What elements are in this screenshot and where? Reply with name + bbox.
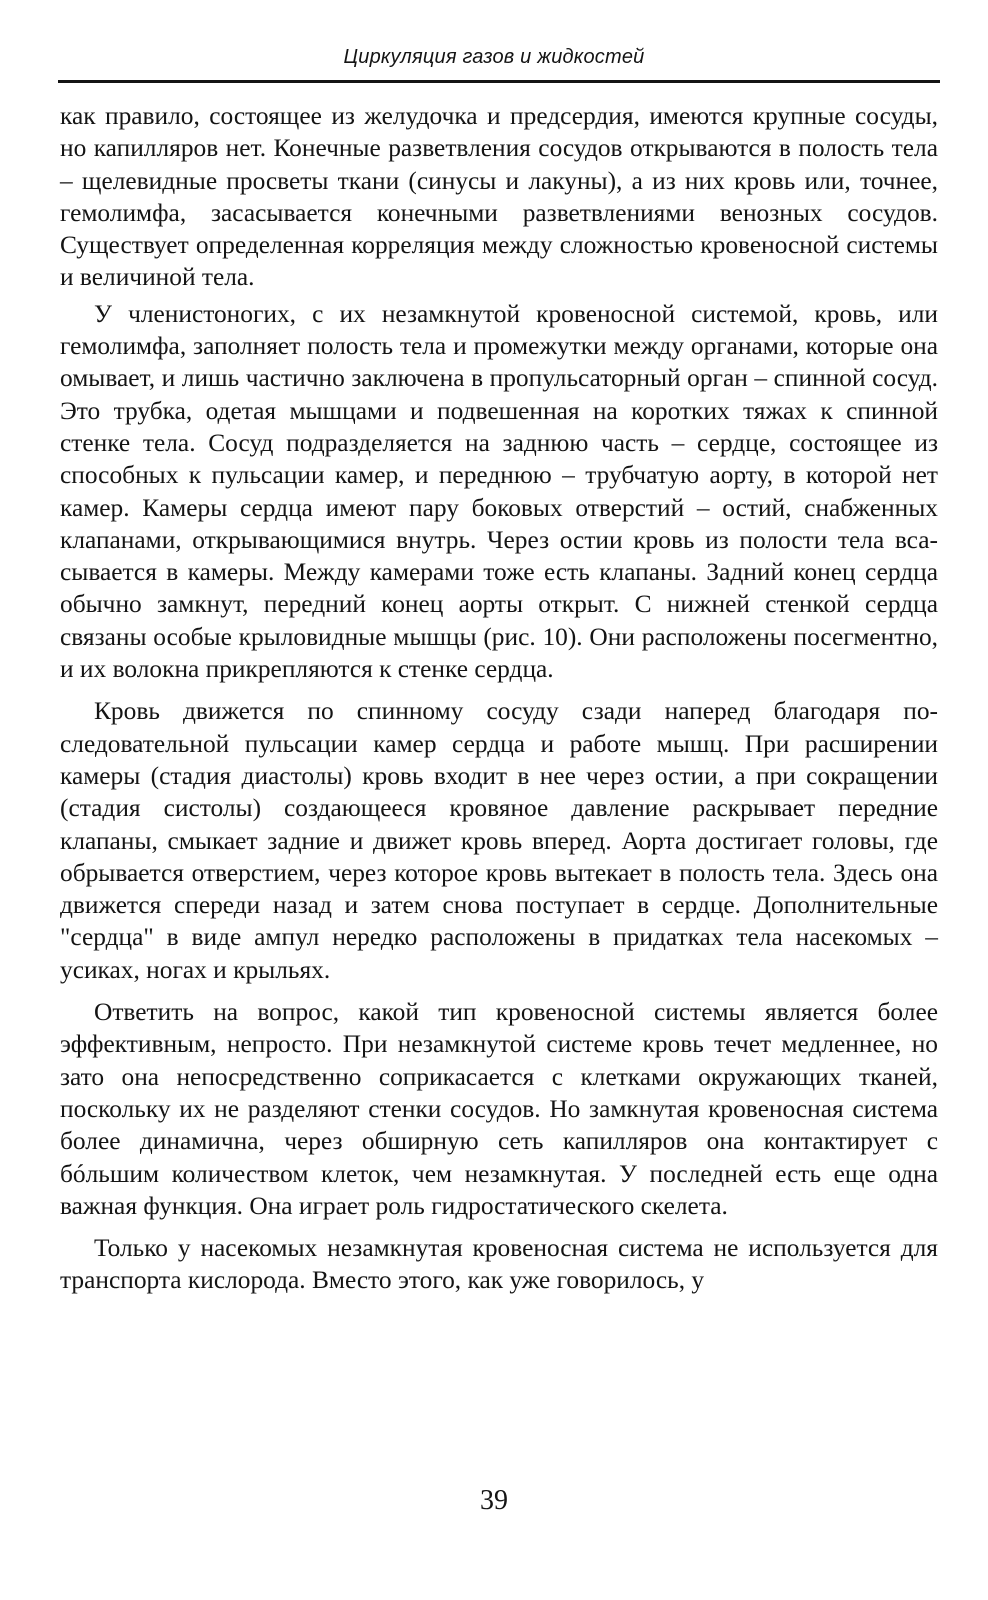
paragraph-continuation: как правило, состоящее из желудочка и предсердия, имеются крупные сосуды, но капилляров нет. Конечные разветвления сосудов открываются в полость тела – щелевидные просветы ткани (синусы и лакуны), а из них кровь или, точнее, гемолимфа, засасывается конечными разветвлениями венозных сосудов. Существует определенная корреляция между сложностью кровеносной системы и величиной тела.	[60, 102, 938, 292]
page-number: 39	[480, 1485, 508, 1516]
running-head: Циркуляция газов и жидкостей	[343, 46, 645, 68]
paragraph-arthropods: У членистоногих, с их незамкнутой кровеносной системой, кровь, или гемолимфа, заполняет полость тела и промежутки между органами, которые она омывает, и лишь частично заключена в пропульсаторный орган – спинной сосуд. Это трубка, одетая мышцами и подвешенная на коротких тяжах к спинной стенке тела. Сосуд подразделяется на заднюю часть – сердце, состоящее из способных к пульсации камер, и переднюю – трубчатую аорту, в которой нет камер. Камеры сердца имеют пару боковых отверстий – остий, снабженных клапанами, открывающимися внутрь. Через остии кровь из полости тела всасывается в камеры. Между камерами тоже есть клапаны. Задний конец сердца обычно замкнут, передний конец аорты открыт. С нижней стенкой сердца связаны особые крыловидные мышцы (рис. 10). Они расположены посегментно, и их волокна прикрепляются к стенке сердца.	[60, 299, 938, 684]
header-rule	[58, 80, 940, 83]
body-text	[60, 100, 938, 1301]
paragraph-insects: Только у насекомых незамкнутая кровеносная система не используется для транспорта кислорода. Вместо этого, как уже говорилось, у	[60, 1234, 938, 1295]
paragraph-efficiency: Ответить на вопрос, какой тип кровеносной системы является более эффективным, непросто. При незамкнутой системе кровь течет медленнее, но зато она непосредственно соприкасается с клетками окружающих тканей, поскольку их не разделяют стенки сосудов. Но замкнутая кровеносная система более динамична, через обширную сеть капилляров она контактирует с бóльшим количеством клеток, чем незамкнутая. У последней есть еще одна важная функция. Она играет роль гидростатического скелета.	[60, 998, 938, 1220]
paragraph-blood-flow: Кровь движется по спинному сосуду сзади наперед благодаря последовательной пульсации камер сердца и работе мышц. При расширении камеры (стадия диастолы) кровь входит в нее через остии, а при сокращении (стадия систолы) создающееся кровяное давление раскрывает передние клапаны, смыкает задние и движет кровь вперед. Аорта достигает головы, где обрывается отверстием, через которое кровь вытекает в полость тела. Здесь она движется спереди назад и затем снова поступает в сердце. Дополнительные "сердца" в виде ампул нередко расположены в придатках тела насекомых – усиках, ногах и крыльях.	[60, 697, 938, 984]
